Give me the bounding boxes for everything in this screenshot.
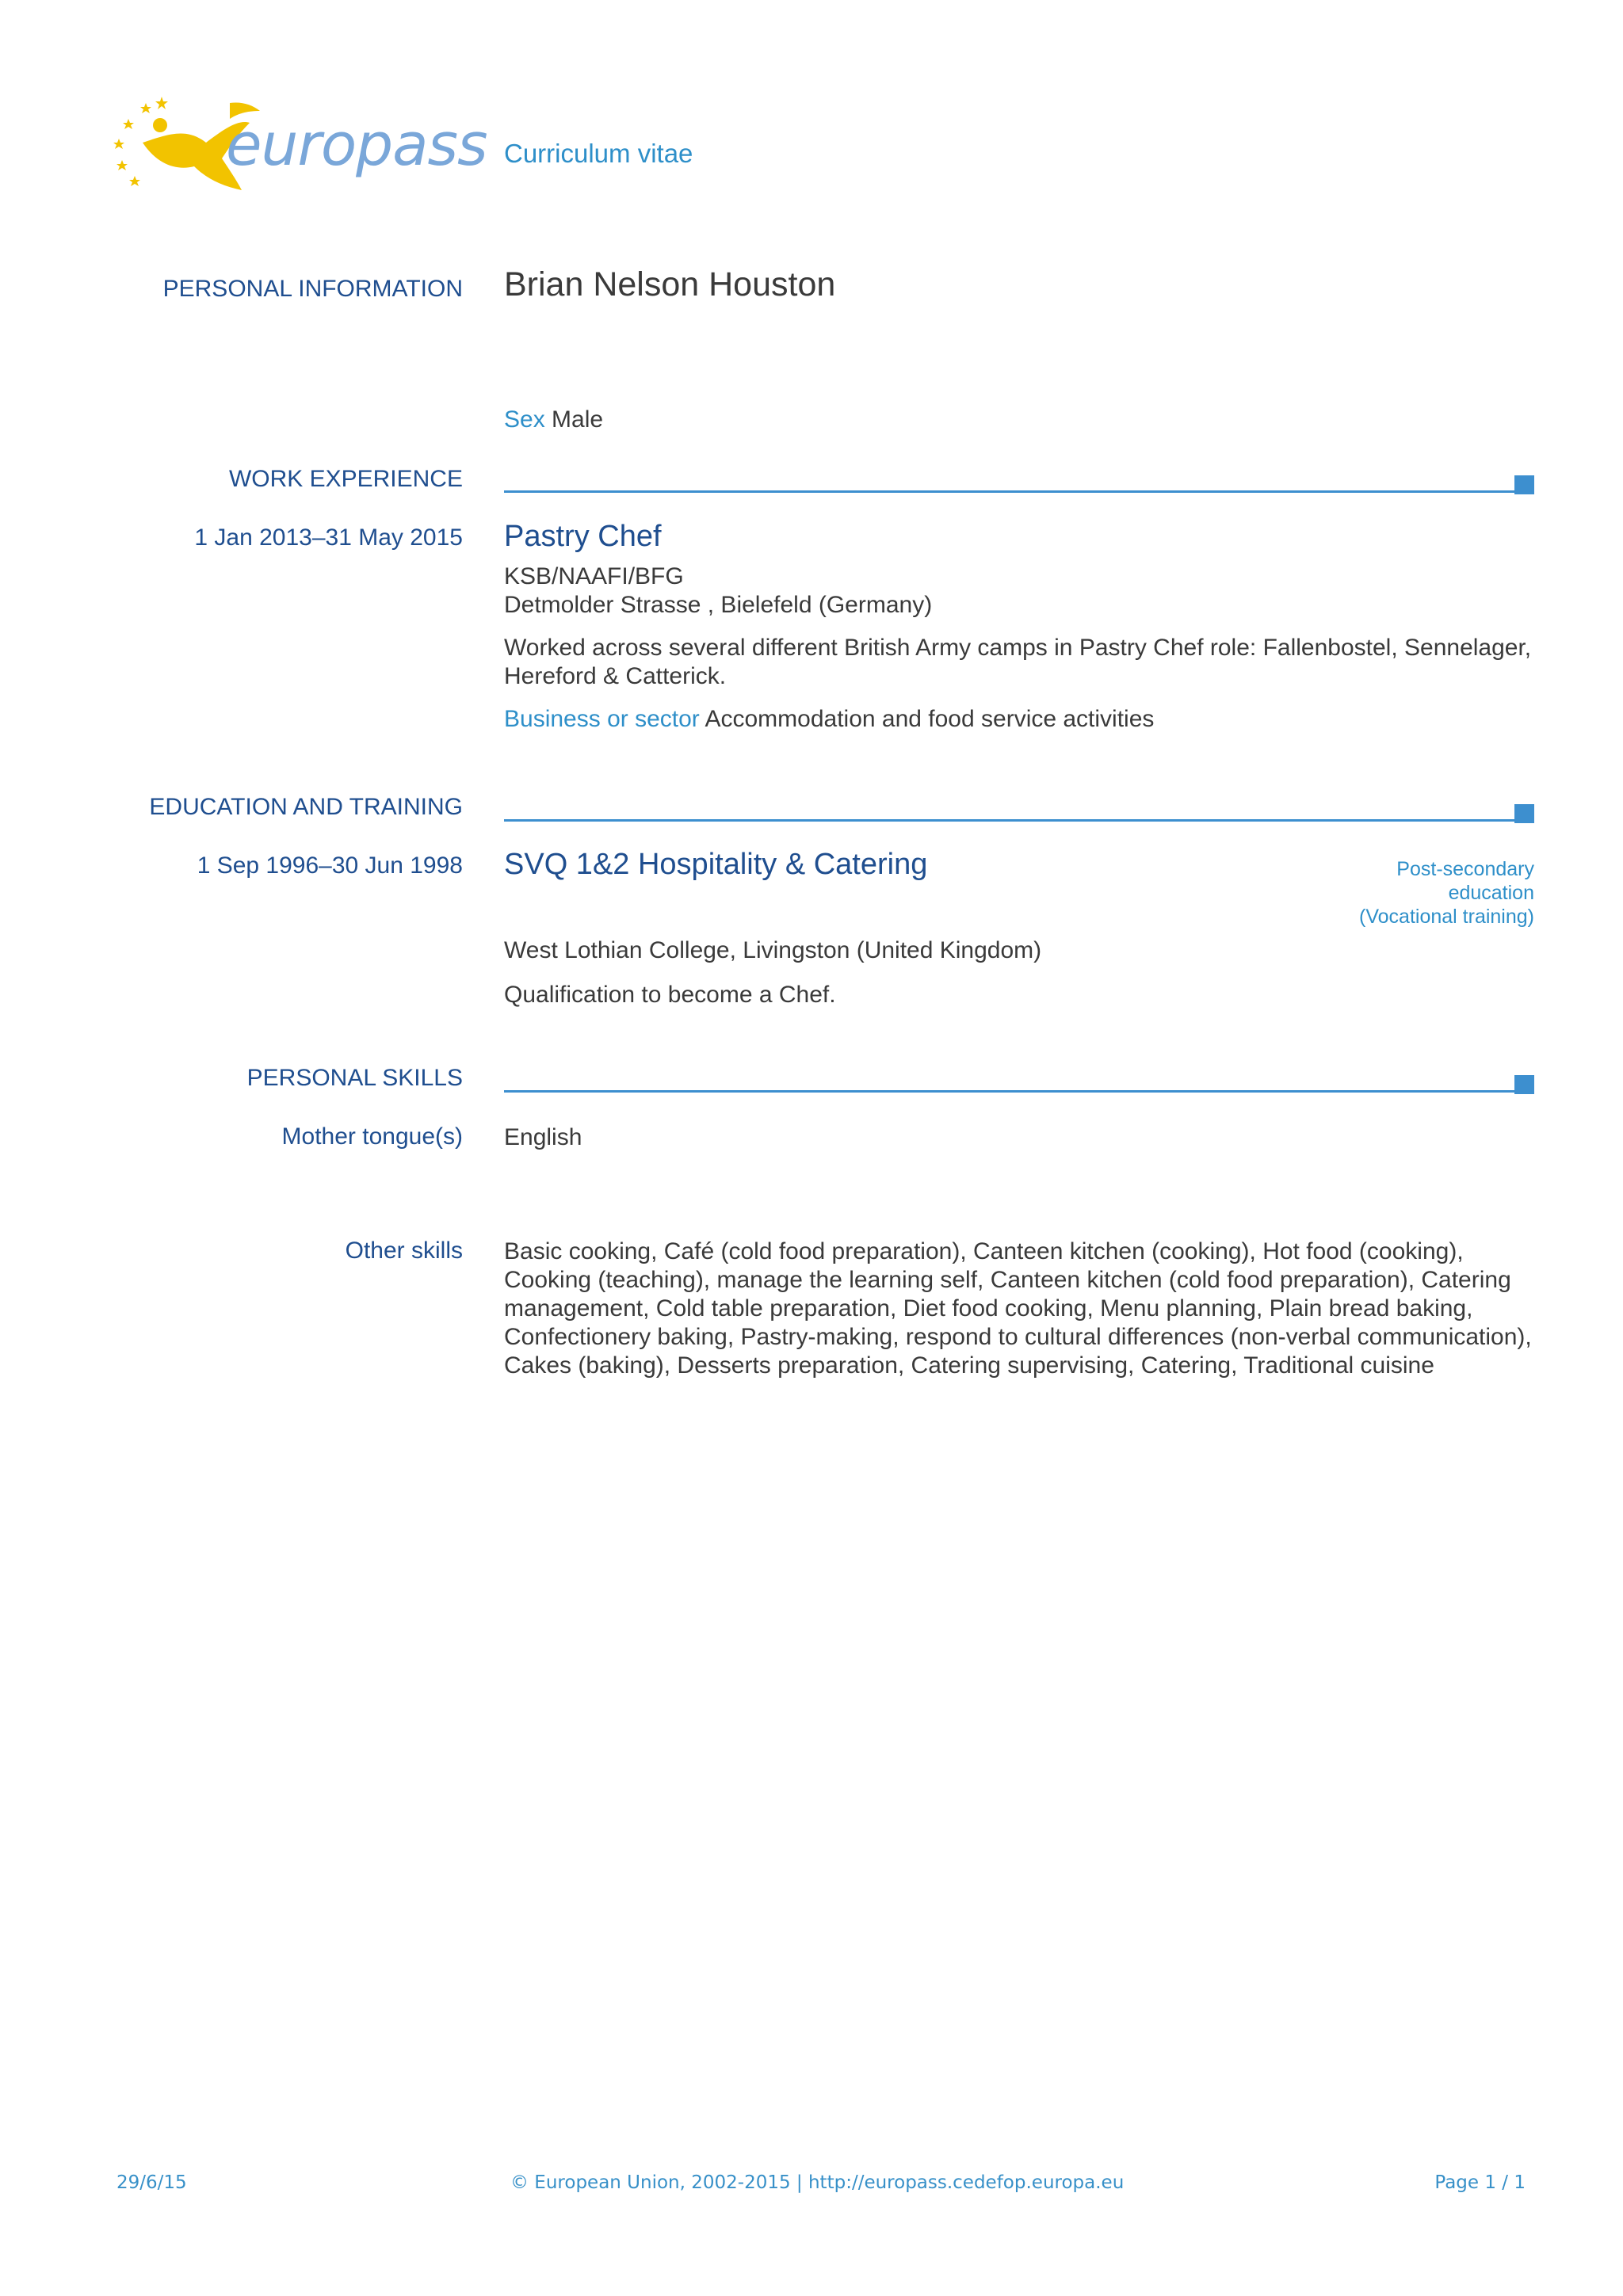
mother-tongue-value: English <box>504 1124 582 1150</box>
education-level-line1: Post-secondary <box>1396 858 1534 880</box>
personal-information-label: PERSONAL INFORMATION <box>162 276 463 302</box>
education-rule <box>504 819 1534 822</box>
job-details <box>504 563 1534 734</box>
personal-skills-rule <box>504 1090 1534 1093</box>
job-description: Worked across several different British Army camps in Pastry Chef role: Fallenbostel, Sennelager, Hereford & Catterick. <box>504 635 1532 689</box>
education-label: EDUCATION AND TRAINING <box>149 794 463 820</box>
education-dates: 1 Sep 1996–30 Jun 1998 <box>197 852 463 879</box>
sex-label: Sex <box>504 406 545 433</box>
europass-logo <box>111 87 487 198</box>
education-details <box>504 936 1534 1009</box>
sector-line <box>504 705 1534 734</box>
sex-line <box>504 406 1534 434</box>
doc-title: Curriculum vitae <box>504 139 693 168</box>
employer-address: Detmolder Strasse , Bielefeld (Germany) <box>504 592 933 618</box>
sex-value: Male <box>552 406 604 433</box>
education-level-line3: (Vocational training) <box>1359 906 1534 928</box>
full-name: Brian Nelson Houston <box>504 265 836 303</box>
personal-skills-label: PERSONAL SKILLS <box>246 1065 463 1091</box>
other-skills-label: Other skills <box>345 1238 463 1264</box>
logo-text: europass <box>226 111 487 179</box>
institution: West Lothian College, Livingston (United Kingdom) <box>504 937 1042 963</box>
job-title: Pastry Chef <box>504 520 662 553</box>
sector-value: Accommodation and food service activities <box>705 706 1155 732</box>
education-level-line2: education <box>1448 882 1534 904</box>
sector-label: Business or sector <box>504 706 700 732</box>
education-title: SVQ 1&2 Hospitality & Catering <box>504 848 928 881</box>
education-level <box>1359 857 1534 929</box>
footer-date: 29/6/15 <box>116 2172 187 2193</box>
work-experience-rule <box>504 490 1534 493</box>
education-description: Qualification to become a Chef. <box>504 982 836 1008</box>
work-dates: 1 Jan 2013–31 May 2015 <box>194 524 463 551</box>
personal-skills-marker <box>1514 1075 1534 1094</box>
work-experience-marker <box>1514 475 1534 494</box>
footer-page: Page 1 / 1 <box>1434 2172 1526 2193</box>
work-experience-label: WORK EXPERIENCE <box>228 466 463 492</box>
employer: KSB/NAAFI/BFG <box>504 563 684 589</box>
education-marker <box>1514 804 1534 823</box>
mother-tongue-label: Mother tongue(s) <box>281 1123 463 1150</box>
footer-copyright: © European Union, 2002-2015 | http://europass.cedefop.europa.eu <box>510 2172 1125 2193</box>
other-skills-value: Basic cooking, Café (cold food preparation), Canteen kitchen (cooking), Hot food (cooking), Cooking (teaching), manage the learning self, Canteen kitchen (cold food preparation), Catering management, Cold table preparation, Diet food cooking, Menu planning, Plain bread baking, Confectionery baking, Pastry-making, respond to cultural differences (non-verbal communication), Cakes (baking), Desserts preparation, Catering supervising, Catering, Traditional cuisine <box>504 1238 1532 1379</box>
